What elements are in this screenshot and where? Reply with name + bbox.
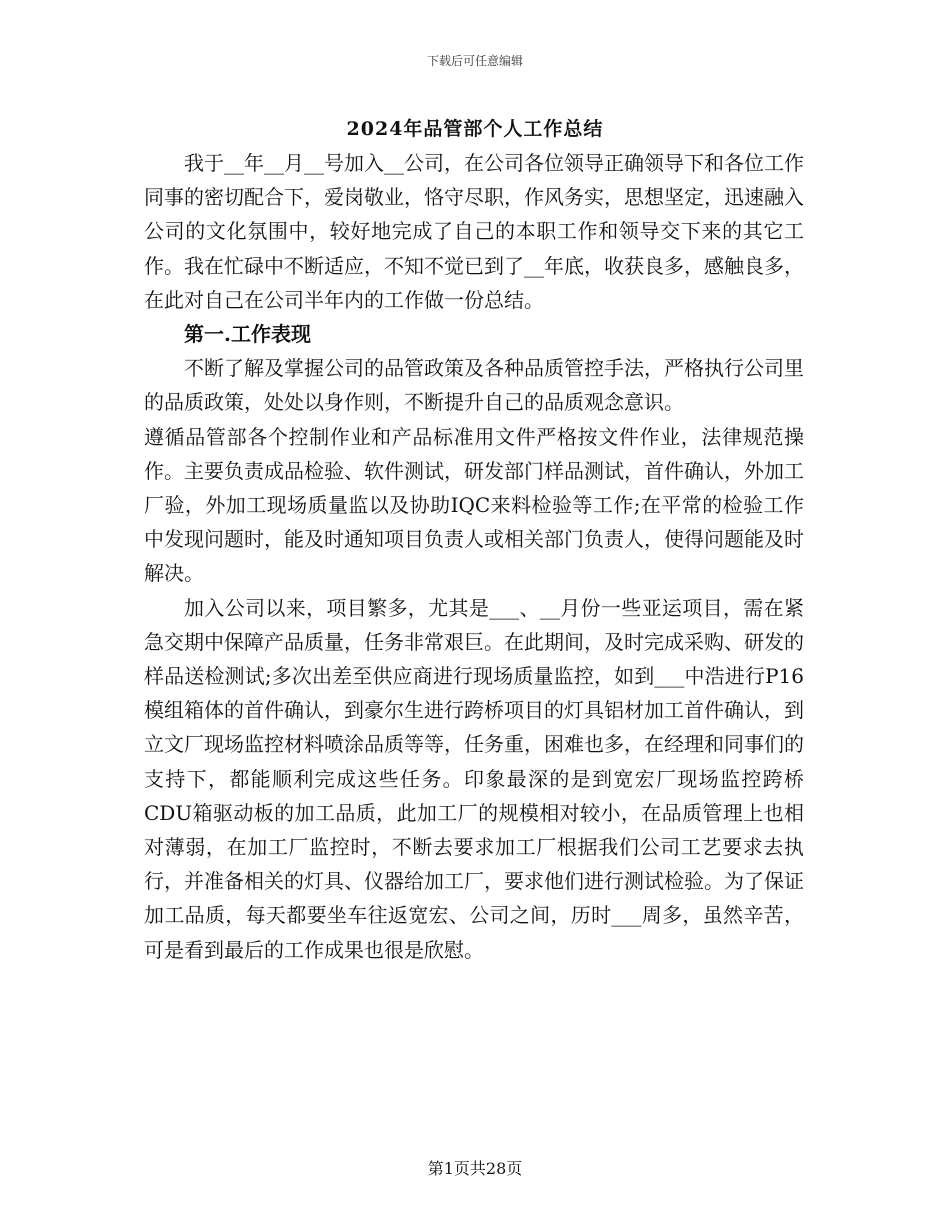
intro-paragraph: 我于__年__月__号加入__公司，在公司各位领导正确领导下和各位工作同事的密切配合下，爱岗敬业，恪守尽职，作风务实，思想坚定，迅速融入公司的文化氛围中，较好地完成了自己的本职工作和领导交下来的其它工作。我在忙碌中不断适应，不知不觉已到了__年底，收获良多，感触良多，在此对自己在公司半年内的工作做一份总结。 [144,151,804,312]
document-body [144,146,804,967]
page-header-note: 下载后可任意编辑 [426,54,523,68]
paragraph-quality-policy: 不断了解及掌握公司的品管政策及各种品质管控手法，严格执行公司里的品质政策，处处以身作则，不断提升自己的品质观念意识。 [144,356,804,415]
page-footer-number: 第1页共28页 [427,1159,523,1178]
paragraph-inspection-duties: 遵循品管部各个控制作业和产品标准用文件严格按文件作业，法律规范操作。主要负责成品检验、软件测试，研发部门样品测试，首件确认，外加工厂验，外加工现场质量监以及协助IQC来料检验等工作;在平常的检验工作中发现问题时，能及时通知项目负责人或相关部门负责人，使得问题能及时解决。 [144,424,804,586]
document-title: 2024年品管部个人工作总结 [346,118,604,140]
paragraph-project-experience: 加入公司以来，项目繁多，尤其是___、__月份一些亚运项目，需在紧急交期中保障产品质量，任务非常艰巨。在此期间，及时完成采购、研发的样品送检测试;多次出差至供应商进行现场质量监控，如到___中浩进行P16模组箱体的首件确认，到豪尔生进行跨桥项目的灯具铝材加工首件确认，到立文厂现场监控材料喷涂品质等等，任务重，困难也多，在经理和同事们的支持下，都能顺利完成这些任务。印象最深的是到宽宏厂现场监控跨桥CDU箱驱动板的加工品质，此加工厂的规模相对较小，在品质管理上也相对薄弱，在加工厂监控时，不断去要求加工厂根据我们公司工艺要求去执行，并准备相关的灯具、仪器给加工厂，要求他们进行测试检验。为了保证加工品质，每天都要坐车往返宽宏、公司之间，历时___周多，虽然辛苦，可是看到最后的工作成果也很是欣慰。 [144,595,804,962]
section-heading-work-performance: 第一.工作表现 [184,322,311,347]
